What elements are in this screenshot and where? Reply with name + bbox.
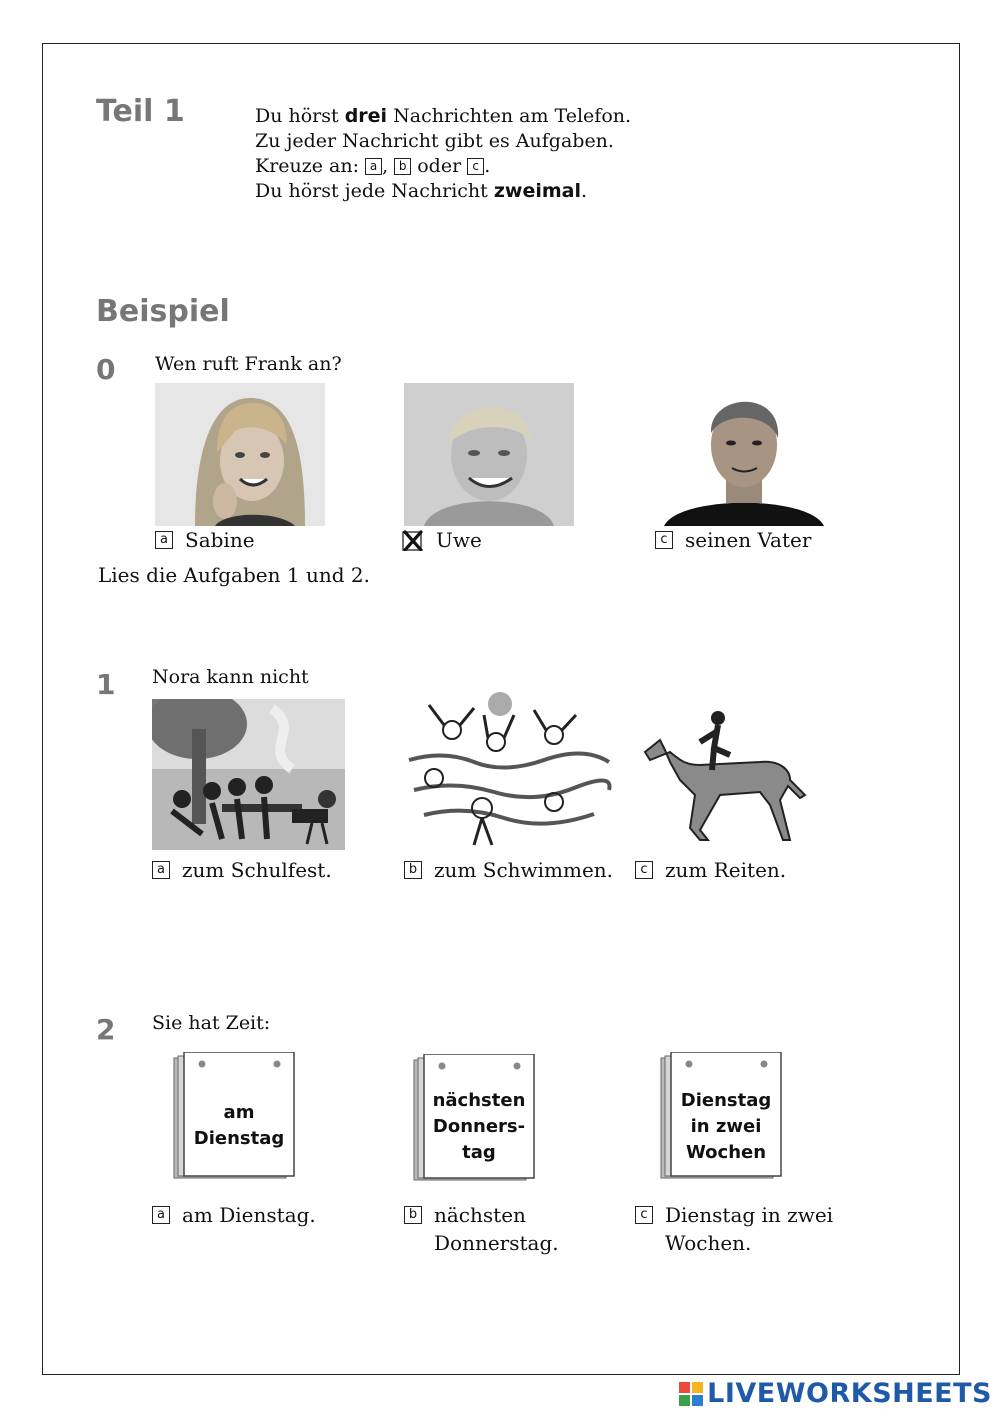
instruction-line-2: Zu jeder Nachricht gibt es Aufgaben. bbox=[255, 130, 614, 152]
brand-text: LIVEWORKSHEETS bbox=[707, 1378, 992, 1409]
calendar-text: Wochen bbox=[685, 1142, 767, 1163]
box-a-icon: a bbox=[365, 158, 382, 175]
task1-option-c[interactable] bbox=[635, 856, 786, 884]
option-label: Dienstag in zwei Wochen. bbox=[665, 1203, 834, 1255]
checkbox-c[interactable]: c bbox=[635, 861, 653, 879]
calendar-text: Dienstag bbox=[193, 1128, 285, 1149]
calendar-text: Dienstag bbox=[680, 1090, 772, 1111]
instruction-line-1: Du hörst drei Nachrichten am Telefon. bbox=[255, 105, 632, 127]
example-heading: Beispiel bbox=[96, 294, 230, 329]
box-c-icon: c bbox=[467, 158, 484, 175]
option-label: seinen Vater bbox=[685, 528, 812, 552]
example-option-c[interactable] bbox=[655, 526, 811, 554]
instructions bbox=[255, 104, 815, 204]
task2-option-b[interactable] bbox=[404, 1201, 559, 1257]
liveworksheets-logo[interactable] bbox=[679, 1378, 992, 1409]
calendar-text: in zwei bbox=[690, 1116, 762, 1137]
section-title: Teil 1 bbox=[96, 94, 185, 129]
checkbox-b[interactable]: b bbox=[404, 861, 422, 879]
photo-sabine bbox=[155, 383, 325, 526]
example-option-a[interactable] bbox=[155, 526, 255, 554]
calendar-text: Donners- bbox=[432, 1116, 526, 1137]
calendar-dienstag-in-zwei-wochen-icon bbox=[659, 1052, 784, 1182]
checked-box-icon[interactable] bbox=[402, 529, 424, 551]
picture-schulfest bbox=[152, 699, 345, 850]
task2-question: Sie hat Zeit: bbox=[152, 1012, 271, 1034]
calendar-text: nächsten bbox=[432, 1090, 526, 1111]
task2-option-c[interactable] bbox=[635, 1201, 833, 1257]
checkbox-a[interactable]: a bbox=[152, 861, 170, 879]
liveworksheets-logo-icon bbox=[679, 1382, 703, 1406]
task2-option-a[interactable] bbox=[152, 1201, 316, 1229]
option-label: zum Schulfest. bbox=[182, 858, 332, 882]
option-label: Uwe bbox=[436, 528, 482, 552]
checkbox-c[interactable]: c bbox=[655, 531, 673, 549]
picture-schwimmen bbox=[404, 690, 614, 850]
task1-option-b[interactable] bbox=[404, 856, 613, 884]
example-option-b[interactable] bbox=[402, 526, 482, 554]
checkbox-a[interactable]: a bbox=[155, 531, 173, 549]
option-label: Sabine bbox=[185, 528, 255, 552]
example-question: Wen ruft Frank an? bbox=[155, 353, 342, 375]
task2-number: 2 bbox=[96, 1013, 116, 1046]
checkbox-b[interactable]: b bbox=[404, 1206, 422, 1224]
calendar-text: tag bbox=[462, 1142, 496, 1163]
picture-reiten bbox=[640, 700, 810, 842]
calendar-text: am bbox=[223, 1102, 255, 1123]
calendar-am-dienstag-icon bbox=[172, 1052, 297, 1182]
task1-option-a[interactable] bbox=[152, 856, 332, 884]
instruction-line-4: Du hörst jede Nachricht zweimal. bbox=[255, 180, 588, 202]
checkbox-c[interactable]: c bbox=[635, 1206, 653, 1224]
option-label: zum Reiten. bbox=[665, 858, 787, 882]
photo-vater bbox=[664, 383, 824, 526]
task1-question: Nora kann nicht bbox=[152, 666, 309, 688]
instruction-line-3: Kreuze an: a , b oder c . bbox=[255, 155, 491, 177]
task1-number: 1 bbox=[96, 668, 116, 701]
photo-uwe bbox=[404, 383, 574, 526]
checkbox-a[interactable]: a bbox=[152, 1206, 170, 1224]
calendar-naechsten-donnerstag-icon bbox=[412, 1054, 537, 1184]
option-label: nächsten Donnerstag. bbox=[434, 1203, 559, 1255]
example-number: 0 bbox=[96, 353, 116, 386]
option-label: zum Schwimmen. bbox=[434, 858, 614, 882]
option-label: am Dienstag. bbox=[182, 1203, 316, 1227]
box-b-icon: b bbox=[394, 158, 411, 175]
example-after-text: Lies die Aufgaben 1 und 2. bbox=[98, 563, 370, 587]
